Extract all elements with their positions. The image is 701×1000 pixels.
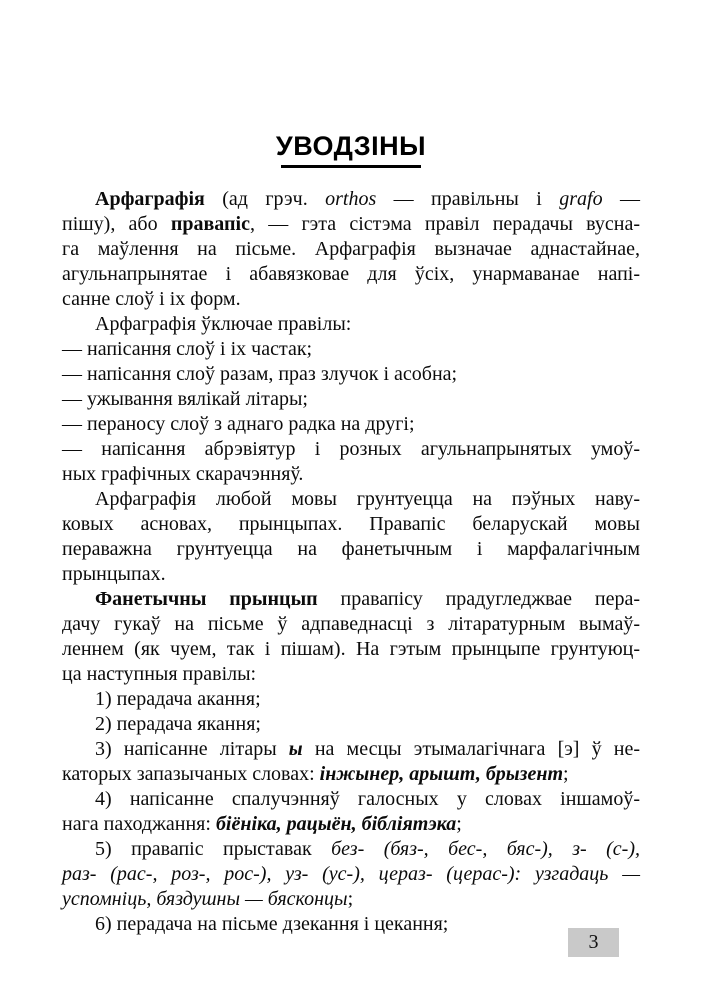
text-line: [62, 462, 640, 487]
text-line: [62, 787, 640, 812]
text-run: 2) перадача якання;: [95, 713, 261, 735]
text-run: — напісання абрэвіятур і розных агульнапрынятых умоў-: [62, 438, 640, 460]
text-run: — пераносу слоў з аднаго радка на другі;: [62, 413, 415, 435]
text-line: [62, 737, 640, 762]
text-line: [62, 562, 640, 587]
text-run: раз- (рас-, роз-, рос-), уз- (ус-), цераз- (церас-): узгадаць —: [62, 863, 640, 885]
text-run: ковых асновах, прынцыпах. Правапіс беларускай мовы: [62, 513, 640, 535]
text-line: [62, 762, 640, 787]
text-line: [62, 637, 640, 662]
text-run: правапіс: [170, 213, 250, 235]
text-line: [62, 212, 640, 237]
text-line: [62, 662, 640, 687]
text-line: [62, 887, 640, 912]
text-run: — правільны і: [376, 188, 560, 210]
text-run: 3) напісанне літары: [95, 738, 289, 760]
text-run: на месцы этымалагічнага [э] ў не-: [302, 738, 640, 760]
text-line: [62, 362, 640, 387]
text-run: — напісання слоў і іх частак;: [62, 338, 313, 360]
text-run: без- (бяз-, бес-, бяс-), з- (с-),: [331, 838, 640, 860]
text-run: 1) перадача акання;: [95, 688, 261, 710]
text-run: ;: [456, 813, 462, 835]
text-run: —: [602, 188, 640, 210]
chapter-title: УВОДЗІНЫ: [275, 131, 427, 161]
text-line: [62, 312, 640, 337]
text-line: [62, 237, 640, 262]
text-run: прынцыпах.: [62, 563, 166, 585]
text-run: інжынер, арышт, брызент: [319, 763, 564, 785]
text-run: — напісання слоў разам, праз злучок і асобна;: [62, 363, 458, 385]
text-line: [62, 487, 640, 512]
text-line: [62, 837, 640, 862]
page-number-badge: [568, 928, 619, 957]
chapter-title-block: [62, 132, 640, 168]
text-line: [62, 812, 640, 837]
text-run: санне слоў і іх форм.: [62, 288, 241, 310]
text-run: Арфаграфія ўключае правілы:: [95, 313, 352, 335]
text-run: 5) правапіс прыставак: [95, 838, 332, 860]
text-run: 4) напісанне спалучэнняў галосных у словах іншамоў-: [95, 788, 640, 810]
text-run: orthos: [325, 188, 377, 210]
text-run: , — гэта сістэма правіл перадачы вусна-: [249, 213, 640, 235]
text-run: grafo: [559, 188, 603, 210]
text-run: пераважна грунтуецца на фанетычным і марфалагічным: [62, 538, 640, 560]
text-line: [62, 912, 640, 937]
text-line: [62, 712, 640, 737]
text-run: ;: [347, 888, 354, 910]
text-run: ца наступныя правілы:: [62, 663, 257, 685]
text-run: біёніка, рацыён, бібліятэка: [215, 813, 457, 835]
text-line: [62, 412, 640, 437]
text-line: [62, 262, 640, 287]
title-underline: [281, 165, 421, 168]
text-line: [62, 687, 640, 712]
text-run: нага паходжання:: [62, 813, 216, 835]
text-line: [62, 512, 640, 537]
text-line: [62, 612, 640, 637]
text-run: каторых запазычаных словах:: [62, 763, 320, 785]
text-run: 6) перадача на пісьме дзекання і цекання;: [95, 913, 449, 935]
text-run: га маўлення на пісьме. Арфаграфія вызначае аднастайнае,: [62, 238, 640, 260]
text-run: дачу гукаў на пісьме ў адпаведнасці з літаратурным вымаў-: [62, 613, 640, 635]
text-run: Арфаграфія: [95, 188, 205, 210]
text-line: [62, 587, 640, 612]
text-line: [62, 537, 640, 562]
text-line: [62, 437, 640, 462]
text-line: [62, 387, 640, 412]
text-run: Арфаграфія любой мовы грунтуецца на пэўных наву-: [95, 488, 640, 510]
page-number: 3: [588, 931, 599, 953]
text-run: ы: [288, 738, 303, 760]
text-run: Фанетычны прынцып: [95, 588, 318, 610]
text-line: [62, 287, 640, 312]
text-run: успомніць, бяздушны — бясконцы: [62, 888, 348, 910]
body-text: [62, 187, 640, 937]
text-run: ных графічных скарачэнняў.: [62, 463, 304, 485]
text-line: [62, 862, 640, 887]
text-line: [62, 187, 640, 212]
text-run: (ад грэч.: [204, 188, 326, 210]
text-run: правапісу прадугледжвае пера-: [317, 588, 640, 610]
text-run: агульнапрынятае і абавязковае для ўсіх, унармаванае напі-: [62, 263, 640, 285]
text-run: — ужывання вялікай літары;: [62, 388, 308, 410]
text-run: леннем (як чуем, так і пішам). На гэтым прынцыпе грунтуюц-: [62, 638, 640, 660]
text-run: ;: [563, 763, 569, 785]
text-run: пішу), або: [62, 213, 171, 235]
text-line: [62, 337, 640, 362]
